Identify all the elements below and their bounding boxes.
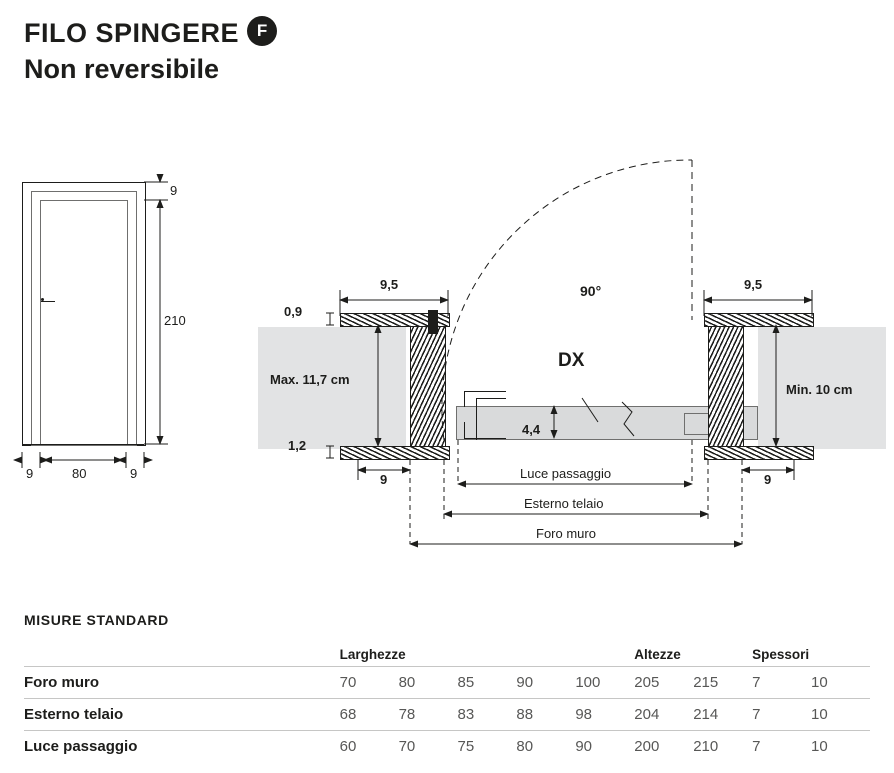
table-row bbox=[24, 731, 870, 763]
table-row bbox=[24, 667, 870, 699]
elevation-height-dim-label: 210 bbox=[164, 313, 186, 328]
row-label-esterno-telaio: Esterno telaio bbox=[24, 706, 124, 723]
cell-larghezza: 98 bbox=[575, 706, 593, 723]
header-larghezze: Larghezze bbox=[339, 647, 406, 662]
variant-badge-icon: F bbox=[247, 16, 277, 46]
header-altezze: Altezze bbox=[634, 647, 681, 662]
cell-larghezza: 80 bbox=[516, 738, 534, 755]
cell-altezza: 215 bbox=[693, 674, 719, 691]
door-elevation-drawing bbox=[0, 150, 230, 490]
title-primary: FILO SPINGERE bbox=[24, 18, 240, 48]
cell-spessore: 10 bbox=[811, 738, 828, 755]
plan-left-thickness-label: 0,9 bbox=[284, 304, 303, 319]
elevation-width-dim-label: 80 bbox=[72, 466, 87, 481]
cell-larghezza: 68 bbox=[339, 706, 357, 723]
cell-larghezza: 80 bbox=[398, 674, 416, 691]
cell-altezza: 200 bbox=[634, 738, 660, 755]
plan-esterno-telaio-label: Esterno telaio bbox=[524, 496, 604, 511]
plan-right-top-dim-label: 9,5 bbox=[744, 277, 763, 292]
cell-larghezza: 78 bbox=[398, 706, 416, 723]
cell-larghezza: 70 bbox=[339, 674, 357, 691]
plan-max-wall-label: Max. 11,7 cm bbox=[270, 372, 350, 387]
cell-larghezza: 88 bbox=[516, 706, 534, 723]
plan-bottom-thickness-label: 1,2 bbox=[288, 438, 307, 453]
plan-left-jamb-dim-label: 9 bbox=[380, 472, 388, 487]
plan-panel-thickness-label: 4,4 bbox=[522, 422, 541, 437]
cell-larghezza: 100 bbox=[575, 674, 601, 691]
plan-angle-label: 90° bbox=[580, 283, 602, 299]
plan-luce-passaggio-label: Luce passaggio bbox=[520, 466, 612, 481]
cell-larghezza: 75 bbox=[457, 738, 475, 755]
cell-altezza: 204 bbox=[634, 706, 660, 723]
plan-hand-label: DX bbox=[558, 350, 585, 371]
cell-larghezza: 90 bbox=[516, 674, 534, 691]
row-label-luce-passaggio: Luce passaggio bbox=[24, 738, 138, 755]
elevation-dimension-lines bbox=[0, 150, 230, 490]
cell-altezza: 214 bbox=[693, 706, 719, 723]
table-row bbox=[24, 699, 870, 731]
plan-left-top-dim-label: 9,5 bbox=[380, 277, 399, 292]
cell-larghezza: 83 bbox=[457, 706, 475, 723]
table-title: MISURE STANDARD bbox=[24, 612, 169, 628]
row-label-foro-muro: Foro muro bbox=[24, 674, 99, 691]
table-header-row bbox=[24, 640, 870, 667]
cell-spessore: 7 bbox=[752, 738, 761, 755]
cell-spessore: 10 bbox=[811, 706, 828, 723]
measures-table bbox=[24, 640, 870, 762]
cell-altezza: 210 bbox=[693, 738, 719, 755]
cell-altezza: 205 bbox=[634, 674, 660, 691]
elevation-top-dim-label: 9 bbox=[170, 183, 178, 198]
header-spessori: Spessori bbox=[752, 647, 810, 662]
elevation-right-dim-label: 9 bbox=[130, 466, 138, 481]
plan-right-jamb-dim-label: 9 bbox=[764, 472, 772, 487]
plan-min-wall-label: Min. 10 cm bbox=[786, 382, 853, 397]
title-secondary: Non reversibile bbox=[24, 54, 220, 84]
cell-larghezza: 60 bbox=[339, 738, 357, 755]
cell-spessore: 10 bbox=[811, 674, 828, 691]
plan-foro-muro-label: Foro muro bbox=[536, 526, 596, 541]
standard-measures-table bbox=[24, 612, 870, 762]
cell-larghezza: 70 bbox=[398, 738, 416, 755]
door-plan-drawing bbox=[230, 140, 894, 580]
elevation-left-dim-label: 9 bbox=[26, 466, 34, 481]
cell-larghezza: 85 bbox=[457, 674, 475, 691]
header-blank bbox=[24, 640, 340, 667]
page-title bbox=[24, 16, 444, 86]
cell-larghezza: 90 bbox=[575, 738, 593, 755]
cell-spessore: 7 bbox=[752, 706, 761, 723]
cell-spessore: 7 bbox=[752, 674, 761, 691]
